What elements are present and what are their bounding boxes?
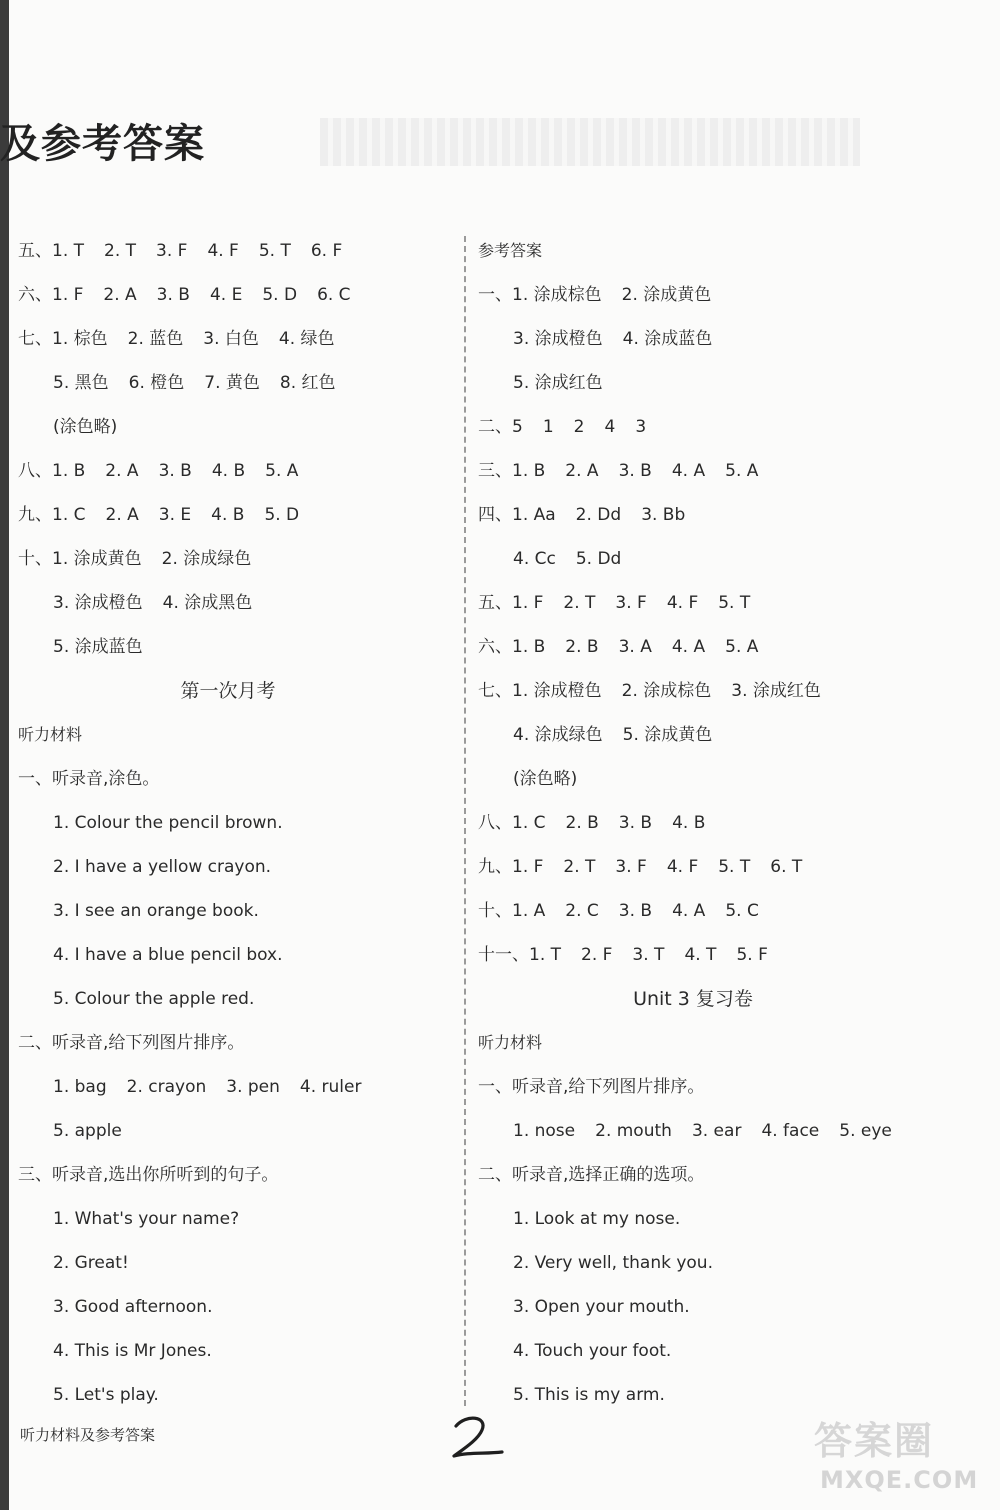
answer-item: 听录音,选出你所听到的句子。 xyxy=(52,1165,279,1185)
answer-item: 5. A xyxy=(265,461,299,481)
answer-line xyxy=(18,933,438,977)
answer-line xyxy=(478,361,908,405)
answer-item: 3. Open your mouth. xyxy=(513,1297,690,1317)
answer-item: 4. face xyxy=(761,1121,820,1141)
answer-line xyxy=(18,1285,438,1329)
answer-line xyxy=(478,229,908,273)
answer-line xyxy=(18,1021,438,1065)
answer-item: 6. T xyxy=(770,857,803,877)
column-divider xyxy=(464,236,466,1406)
answer-item: 1. T xyxy=(52,241,85,261)
answer-line xyxy=(478,1285,908,1329)
answer-line xyxy=(18,1373,438,1417)
answer-line xyxy=(478,405,908,449)
answer-item: 5. A xyxy=(725,461,759,481)
answer-item: 1. 涂成棕色 xyxy=(512,285,602,305)
section-number: 一、 xyxy=(18,769,52,789)
section-number: 八、 xyxy=(478,813,512,833)
answer-line xyxy=(18,1241,438,1285)
answer-item: 1. F xyxy=(52,285,84,305)
answer-item: 5. This is my arm. xyxy=(513,1385,665,1405)
answer-item: 2. F xyxy=(581,945,613,965)
answer-line xyxy=(478,1197,908,1241)
answer-item: 5. D xyxy=(262,285,298,305)
answer-line xyxy=(478,757,908,801)
answer-line xyxy=(18,229,438,273)
answer-line xyxy=(478,1109,908,1153)
answer-line xyxy=(18,1197,438,1241)
answer-item: 6. F xyxy=(310,241,343,261)
section-number: 六、 xyxy=(478,637,512,657)
answer-item: 2. Very well, thank you. xyxy=(513,1253,713,1273)
answer-line xyxy=(18,889,438,933)
answer-item: 听录音,涂色。 xyxy=(52,769,160,789)
answer-item: 5. eye xyxy=(839,1121,892,1141)
section-number: 五、 xyxy=(18,241,52,261)
answer-line xyxy=(18,757,438,801)
answer-item: 4. F xyxy=(666,593,699,613)
answer-line xyxy=(478,933,908,977)
answer-item: 4. 涂成蓝色 xyxy=(622,329,713,349)
answer-item: 3. F xyxy=(615,857,647,877)
answer-item: 5. C xyxy=(725,901,759,921)
answer-item: 4. F xyxy=(666,857,699,877)
section-number: 七、 xyxy=(18,329,52,349)
answer-item: 1. B xyxy=(512,461,546,481)
answer-line xyxy=(478,581,908,625)
section-number: 三、 xyxy=(478,461,512,481)
answer-item: 3. F xyxy=(615,593,647,613)
answer-item: 5. 涂成红色 xyxy=(513,373,603,393)
answer-item: Unit 3 复习卷 xyxy=(633,988,753,1010)
answer-item: 3. I see an orange book. xyxy=(53,901,259,921)
answer-item: 1. F xyxy=(512,857,544,877)
answer-item: 5. T xyxy=(718,857,751,877)
answer-item: 4. A xyxy=(671,461,706,481)
answer-item: 2. Dd xyxy=(575,505,622,525)
answer-line xyxy=(478,625,908,669)
answer-item: 2. A xyxy=(105,505,139,525)
answer-line xyxy=(478,317,908,361)
answer-item: 听力材料 xyxy=(18,725,83,744)
answer-item: 3. 白色 xyxy=(203,329,259,349)
answer-item: 2. C xyxy=(565,901,599,921)
answer-item: 3. B xyxy=(618,813,653,833)
answer-item: 2. mouth xyxy=(595,1121,672,1141)
answer-item: 2. crayon xyxy=(126,1077,207,1097)
header-scan-band xyxy=(320,118,860,166)
answer-line xyxy=(478,1153,908,1197)
answer-item: 5. F xyxy=(736,945,768,965)
answer-item: 1. bag xyxy=(53,1077,107,1097)
answer-item: 2. 涂成棕色 xyxy=(621,681,712,701)
section-number: 五、 xyxy=(478,593,512,613)
answer-item: 2. I have a yellow crayon. xyxy=(53,857,272,877)
answer-item: 1. T xyxy=(529,945,562,965)
answer-line xyxy=(478,537,908,581)
answer-line xyxy=(478,449,908,493)
section-number: 二、 xyxy=(478,417,512,437)
answer-item: (涂色略) xyxy=(53,417,118,437)
answer-line xyxy=(18,977,438,1021)
answer-item: (涂色略) xyxy=(513,769,578,789)
answer-item: 4. 涂成绿色 xyxy=(513,725,603,745)
answer-item: 2. T xyxy=(104,241,137,261)
answer-item: 听录音,给下列图片排序。 xyxy=(512,1077,705,1097)
answer-line xyxy=(18,713,438,757)
answer-item: 2. T xyxy=(563,857,596,877)
page-binding-edge xyxy=(0,0,9,1510)
answer-item: 2. 蓝色 xyxy=(127,329,184,349)
answer-item: 5. apple xyxy=(53,1121,122,1141)
answer-item: 3. E xyxy=(158,505,192,525)
answer-item: 4. B xyxy=(211,461,246,481)
answer-item: 3. B xyxy=(618,901,653,921)
answer-line xyxy=(18,801,438,845)
answer-line xyxy=(18,449,438,493)
answer-item: 1. What's your name? xyxy=(53,1209,240,1229)
answer-item: 5. 涂成蓝色 xyxy=(53,637,143,657)
answer-item: 1. A xyxy=(512,901,546,921)
answer-item: 1. F xyxy=(512,593,544,613)
answer-line xyxy=(18,1109,438,1153)
section-number: 四、 xyxy=(478,505,512,525)
answer-line xyxy=(18,1153,438,1197)
answer-item: 3. 涂成红色 xyxy=(731,681,821,701)
answer-item: 2. T xyxy=(563,593,596,613)
answer-line xyxy=(18,317,438,361)
answer-item: 1. 棕色 xyxy=(52,329,108,349)
answer-item: 4. Touch your foot. xyxy=(513,1341,672,1361)
answer-line xyxy=(18,845,438,889)
answer-item: 5. Let's play. xyxy=(53,1385,159,1405)
answer-line xyxy=(18,1065,438,1109)
answer-line xyxy=(478,1065,908,1109)
answer-item: 2. 涂成绿色 xyxy=(161,549,252,569)
answer-item: 3. 涂成橙色 xyxy=(513,329,603,349)
answer-item: 听录音,选择正确的选项。 xyxy=(512,1165,705,1185)
answer-item: 5. D xyxy=(264,505,300,525)
answer-item: 3. F xyxy=(156,241,188,261)
answer-item: 4. B xyxy=(672,813,706,833)
site-watermark xyxy=(808,1410,998,1502)
answer-item: 1. nose xyxy=(513,1121,576,1141)
answer-line xyxy=(478,273,908,317)
answer-line xyxy=(478,713,908,757)
answer-line xyxy=(478,1241,908,1285)
answer-item: 4. B xyxy=(211,505,245,525)
answer-item: 3. Bb xyxy=(641,505,686,525)
answer-item: 4. Cc xyxy=(513,549,556,569)
answer-item: 4. T xyxy=(684,945,717,965)
answer-line xyxy=(18,669,438,713)
answer-item: 5. T xyxy=(258,241,291,261)
answer-line xyxy=(18,537,438,581)
footer-label: 听力材料及参考答案 xyxy=(20,1426,156,1444)
answer-item: 3. B xyxy=(156,285,190,305)
answer-item: 3. ear xyxy=(691,1121,742,1141)
answer-item: 3. B xyxy=(158,461,192,481)
answer-item: 1 xyxy=(542,417,554,437)
answer-item: 4 xyxy=(604,417,616,437)
answer-item: 3. 涂成橙色 xyxy=(53,593,143,613)
section-number: 十一、 xyxy=(478,945,529,965)
answer-line xyxy=(478,977,908,1021)
answer-item: 1. Colour the pencil brown. xyxy=(53,813,283,833)
answer-item: 听录音,给下列图片排序。 xyxy=(52,1033,245,1053)
answer-item: 2. B xyxy=(565,813,599,833)
answer-item: 2. A xyxy=(103,285,137,305)
watermark-logo-text: 答案圈 xyxy=(814,1419,935,1463)
answer-item: 1. Aa xyxy=(512,505,556,525)
answer-item: 听力材料 xyxy=(478,1033,543,1052)
answer-item: 4. This is Mr Jones. xyxy=(53,1341,212,1361)
answer-item: 2. B xyxy=(565,637,599,657)
answer-item: 2. 涂成黄色 xyxy=(621,285,712,305)
answer-item: 5. T xyxy=(718,593,751,613)
section-number: 八、 xyxy=(18,461,52,481)
answer-line xyxy=(18,405,438,449)
answer-line xyxy=(478,493,908,537)
section-number: 十、 xyxy=(478,901,512,921)
answer-line xyxy=(18,1329,438,1373)
answer-item: 1. B xyxy=(512,637,546,657)
answer-item: 1. 涂成橙色 xyxy=(512,681,602,701)
section-number: 六、 xyxy=(18,285,52,305)
right-answer-column xyxy=(478,229,908,1417)
answer-item: 2. A xyxy=(565,461,599,481)
answer-item: 1. C xyxy=(512,813,546,833)
section-number: 十、 xyxy=(18,549,52,569)
answer-item: 5 xyxy=(512,417,523,437)
answer-item: 5. 涂成黄色 xyxy=(622,725,713,745)
answer-line xyxy=(18,361,438,405)
answer-item: 6. C xyxy=(317,285,351,305)
answer-item: 4. 涂成黑色 xyxy=(162,593,253,613)
answer-item: 5. 黑色 xyxy=(53,373,109,393)
answer-item: 3. A xyxy=(618,637,652,657)
answer-line xyxy=(478,1329,908,1373)
answer-item: 4. A xyxy=(671,637,706,657)
answer-line xyxy=(478,801,908,845)
answer-line xyxy=(18,581,438,625)
answer-line xyxy=(478,1021,908,1065)
answer-line xyxy=(478,845,908,889)
section-number: 一、 xyxy=(478,1077,512,1097)
answer-item: 2. Great! xyxy=(53,1253,129,1273)
handwritten-page-number xyxy=(448,1412,508,1462)
answer-item: 7. 黄色 xyxy=(204,373,260,393)
answer-item: 4. ruler xyxy=(299,1077,362,1097)
answer-item: 8. 红色 xyxy=(279,373,336,393)
answer-item: 2. A xyxy=(105,461,139,481)
section-number: 一、 xyxy=(478,285,512,305)
answer-line xyxy=(18,273,438,317)
section-number: 二、 xyxy=(18,1033,52,1053)
answer-item: 2 xyxy=(573,417,585,437)
answer-item: 1. Look at my nose. xyxy=(513,1209,681,1229)
answer-item: 1. 涂成黄色 xyxy=(52,549,142,569)
section-number: 二、 xyxy=(478,1165,512,1185)
answer-item: 5. Colour the apple red. xyxy=(53,989,255,1009)
answer-item: 1. C xyxy=(52,505,86,525)
answer-item: 参考答案 xyxy=(478,241,543,260)
answer-item: 4. I have a blue pencil box. xyxy=(53,945,283,965)
answer-item: 4. A xyxy=(672,901,706,921)
answer-item: 1. B xyxy=(52,461,86,481)
left-answer-column xyxy=(18,229,438,1417)
answer-item: 5. Dd xyxy=(575,549,622,569)
answer-item: 5. A xyxy=(725,637,759,657)
answer-item: 4. 绿色 xyxy=(278,329,335,349)
answer-item: 4. E xyxy=(209,285,243,305)
answer-item: 4. F xyxy=(207,241,239,261)
answer-item: 6. 橙色 xyxy=(128,373,185,393)
section-number: 九、 xyxy=(18,505,52,525)
answer-line xyxy=(478,669,908,713)
answer-line xyxy=(478,889,908,933)
section-number: 九、 xyxy=(478,857,512,877)
answer-item: 3 xyxy=(635,417,647,437)
answer-item: 第一次月考 xyxy=(180,680,276,702)
answer-item: 3. T xyxy=(632,945,665,965)
section-number: 三、 xyxy=(18,1165,52,1185)
answer-item: 3. B xyxy=(618,461,652,481)
answer-line xyxy=(18,625,438,669)
answer-item: 3. pen xyxy=(226,1077,280,1097)
section-number: 七、 xyxy=(478,681,512,701)
watermark-url: MXQE.COM xyxy=(820,1466,979,1494)
answer-line xyxy=(18,493,438,537)
page-title: 及参考答案 xyxy=(0,120,205,167)
answer-item: 3. Good afternoon. xyxy=(53,1297,213,1317)
